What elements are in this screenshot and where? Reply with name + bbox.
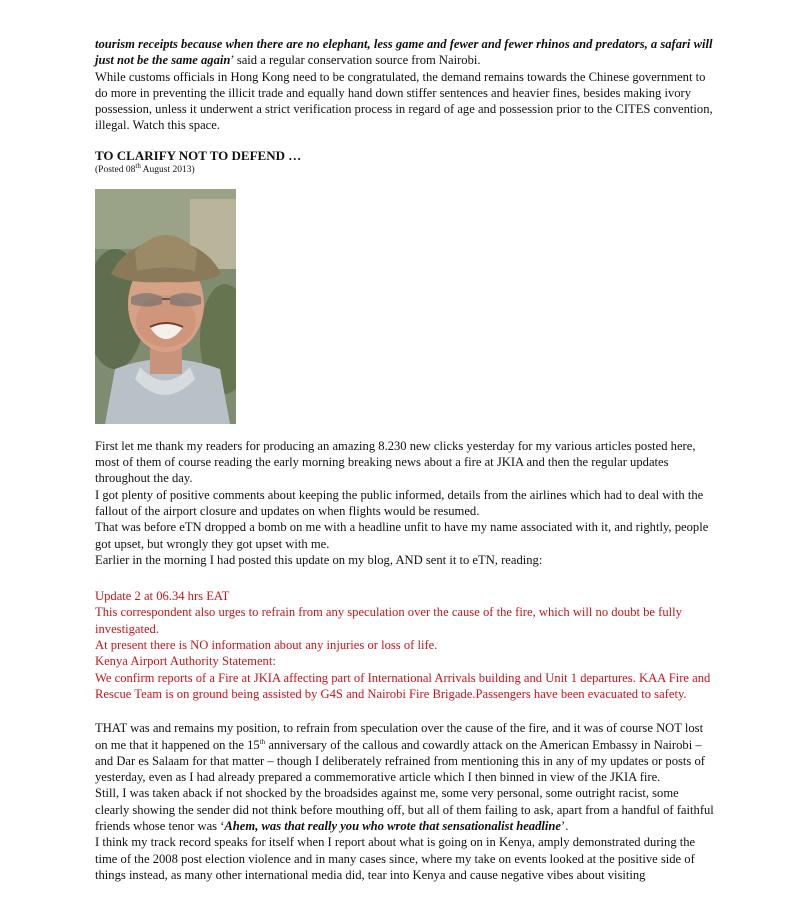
body-block-2	[95, 720, 715, 883]
intro-quote-tail: ’ said a regular conservation source from Nairobi.	[230, 53, 481, 68]
author-photo	[95, 189, 236, 424]
intro-quote	[95, 36, 715, 69]
intro-quote-bold: tourism receipts because when there are no elephant, less game and fewer and fewer rhinos and predators, a safari will just not be the same again	[95, 37, 713, 68]
update-heading: Update 2 at 06.34 hrs EAT	[95, 589, 230, 604]
paragraph-position: THAT was and remains my position, to refrain from speculation over the cause of the fire, and it was of course NOT lost on me that it happened on the 15th anniversary of the callous and cowardly attack on the American Embassy in Nairobi – and Dar es Salaam for that matter – though I deliberately refrained from mentioning this in any of my updates or posts of yesterday, even as I had already prepared a commemorative article which I then binned in view of the JKIA fire.	[95, 721, 705, 785]
paragraph: Earlier in the morning I had posted this update on my blog, AND sent it to eTN, reading:	[95, 552, 543, 567]
paragraph: I got plenty of positive comments about keeping the public informed, details from the airlines which had to deal with the fallout of the airport closure and updates on when flights would be resumed.	[95, 487, 704, 518]
update-line: At present there is NO information about any injuries or loss of life.	[95, 638, 438, 653]
quoted-question: Ahem, was that really you who wrote that sensationalist headline	[224, 819, 561, 834]
update-line: Kenya Airport Authority Statement:	[95, 654, 276, 669]
body-block-1	[95, 438, 715, 568]
paragraph: That was before eTN dropped a bomb on me with a headline unfit to have my name associated with it, and rightly, people got upset, but wrongly they got upset with me.	[95, 520, 709, 551]
article-title: TO CLARIFY NOT TO DEFEND …	[95, 147, 302, 163]
update-line: We confirm reports of a Fire at JKIA affecting part of International Arrivals building and Unit 1 departures. KAA Fire and Rescue Team is on ground being assisted by G4S and Nairobi Fire Brigade.Passengers have been evacuated to safety.	[95, 670, 711, 701]
intro-paragraph: While customs officials in Hong Kong need to be congratulated, the demand remains towards the Chinese government to do more in preventing the illicit trade and equally hand down stiffer sentences and heavier fines, besides making ivory possession, unless it underwent a strict verification process in regard of age and possession prior to the CITES convention, illegal. Watch this space.	[95, 69, 713, 133]
update-line: This correspondent also urges to refrain from any speculation over the cause of the fire, which will no doubt be fully investigated.	[95, 605, 682, 636]
posted-date: (Posted 08th August 2013)	[95, 161, 195, 175]
paragraph: First let me thank my readers for producing an amazing 8.230 new clicks yesterday for my various articles posted here, most of them of course reading the early morning breaking news about a fire at JKIA and then the regular updates throughout the day.	[95, 438, 696, 486]
paragraph-broadsides: Still, I was taken aback if not shocked by the broadsides against me, some very personal, some outright racist, some clearly showing the sender did not think before mouthing off, but all of them failing to ask, apart from a handful of faithful friends whose tenor was ‘Ahem, was that really you who wrote that sensationalist headline’.	[95, 786, 714, 834]
update-block	[95, 588, 715, 702]
author-portrait-illustration	[95, 189, 236, 424]
paragraph-track-record: I think my track record speaks for itself when I report about what is going on in Kenya, amply demonstrated during the time of the 2008 post election violence and in many cases since, where my take on events looked at the positive side of things instead, as many other international media did, tear into Kenya and cause negative vibes about visiting	[95, 835, 696, 882]
document-page	[95, 36, 715, 883]
